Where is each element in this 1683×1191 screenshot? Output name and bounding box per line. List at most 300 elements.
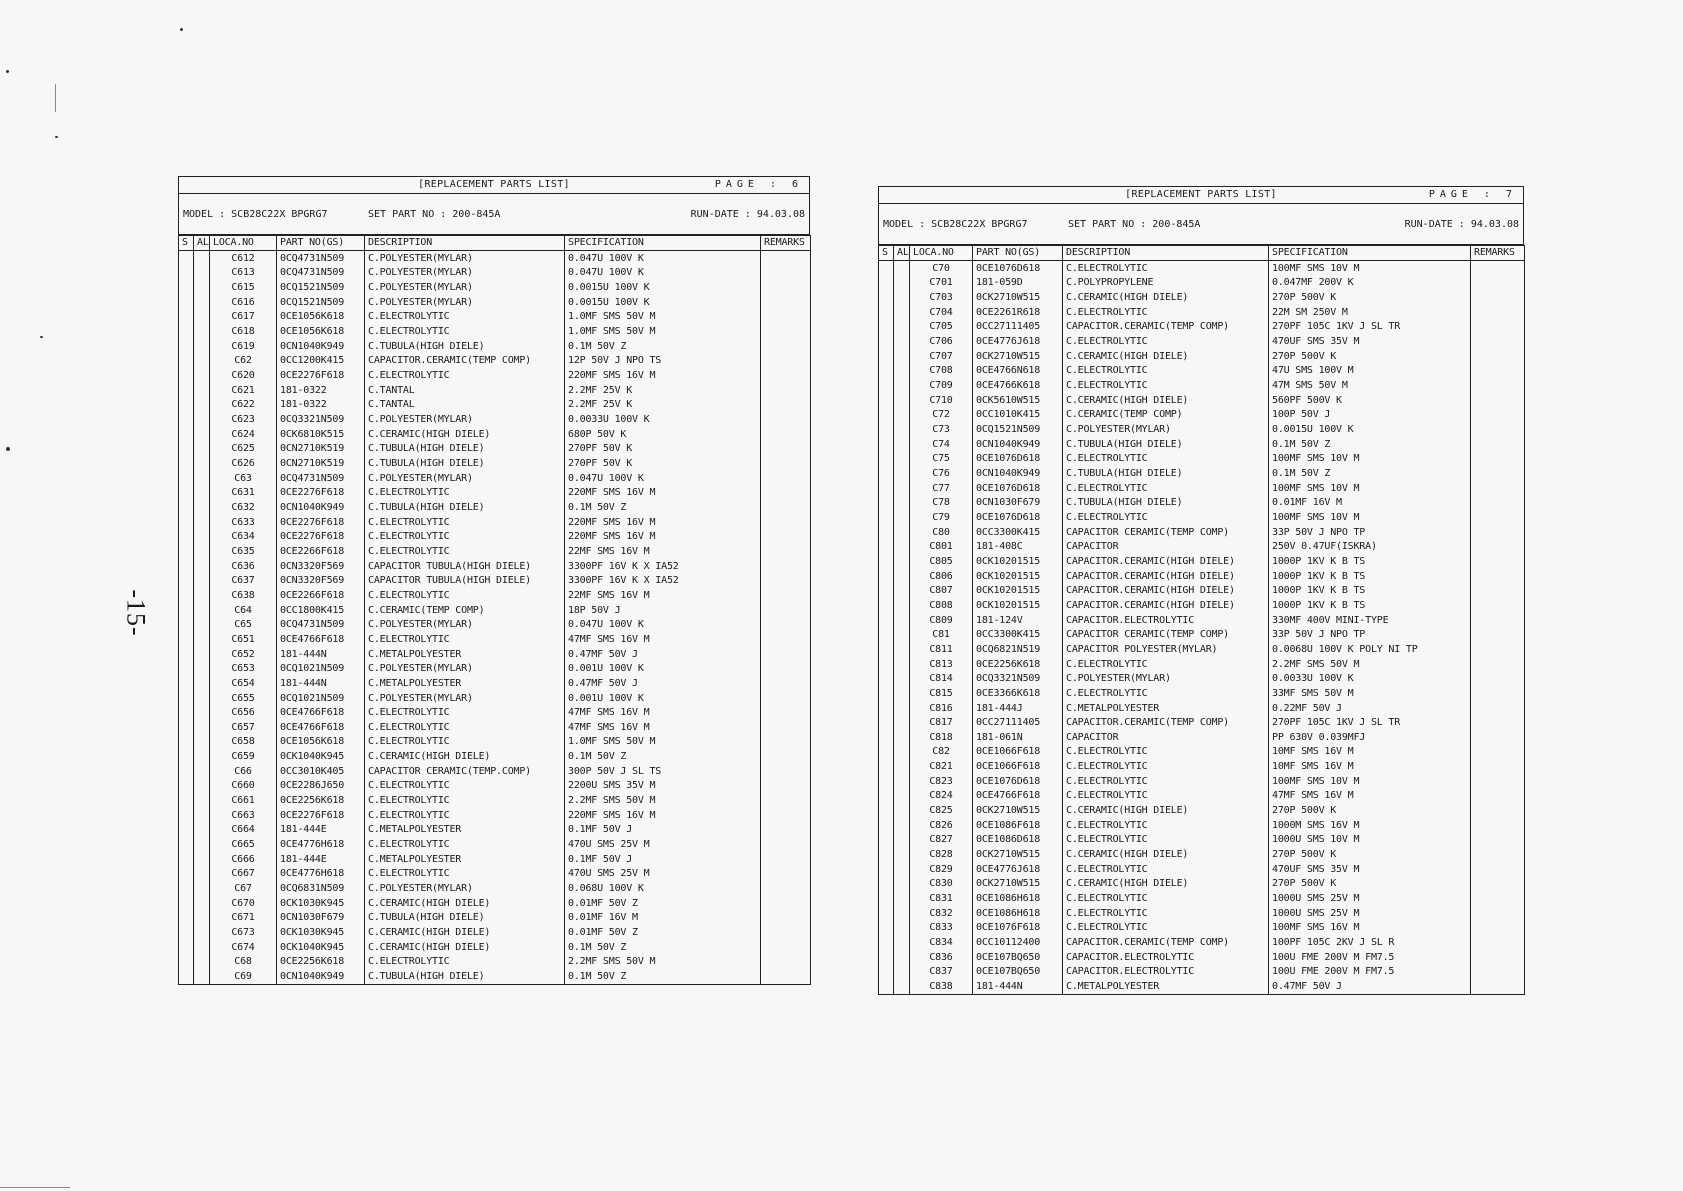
loca-no-cell: C617 [210, 310, 277, 325]
al-cell [894, 349, 910, 364]
specification-cell: 0.1M 50V Z [565, 969, 761, 984]
al-cell [894, 701, 910, 716]
description-cell: C.ELECTROLYTIC [365, 955, 565, 970]
loca-no-cell: C658 [210, 735, 277, 750]
specification-cell: 0.47MF 50V J [565, 676, 761, 691]
s-cell [179, 969, 194, 984]
al-cell [194, 925, 210, 940]
al-cell [894, 627, 910, 642]
specification-cell: 0.47MF 50V J [565, 647, 761, 662]
remarks-cell [761, 911, 811, 926]
remarks-cell [1471, 701, 1525, 716]
remarks-cell [1471, 349, 1525, 364]
s-cell [179, 764, 194, 779]
loca-no-cell: C77 [910, 481, 973, 496]
loca-no-cell: C815 [910, 686, 973, 701]
remarks-cell [761, 896, 811, 911]
table-row [179, 354, 811, 369]
remarks-cell [761, 632, 811, 647]
remarks-cell [761, 383, 811, 398]
table-row [879, 803, 1525, 818]
al-cell [194, 720, 210, 735]
description-cell: C.TUBULA(HIGH DIELE) [365, 969, 565, 984]
run-date-label: RUN-DATE : 94.03.08 [1404, 218, 1519, 230]
s-cell [879, 833, 894, 848]
part-no-cell: 0CE2276F618 [277, 368, 365, 383]
part-no-cell: 181-059D [973, 276, 1063, 291]
description-cell: C.POLYPROPYLENE [1063, 276, 1269, 291]
s-cell [179, 573, 194, 588]
al-cell [194, 324, 210, 339]
s-cell [179, 881, 194, 896]
al-cell [894, 803, 910, 818]
al-cell [194, 515, 210, 530]
loca-no-cell: C75 [910, 452, 973, 467]
remarks-cell [1471, 466, 1525, 481]
table-row [879, 906, 1525, 921]
loca-no-cell: C830 [910, 877, 973, 892]
col-header-al: AL [194, 236, 210, 251]
s-cell [179, 368, 194, 383]
loca-no-cell: C663 [210, 808, 277, 823]
table-row [179, 529, 811, 544]
part-no-cell: 0CE1076D618 [973, 261, 1063, 276]
part-no-cell: 0CE4766F618 [277, 720, 365, 735]
part-no-cell: 0CE4766F618 [973, 789, 1063, 804]
page-label: PAGE : 6 [714, 179, 803, 190]
table-row [179, 691, 811, 706]
remarks-cell [1471, 613, 1525, 628]
remarks-cell [1471, 320, 1525, 335]
description-cell: CAPACITOR.CERAMIC(HIGH DIELE) [1063, 583, 1269, 598]
remarks-cell [1471, 290, 1525, 305]
al-cell [894, 671, 910, 686]
remarks-cell [761, 471, 811, 486]
description-cell: C.POLYESTER(MYLAR) [1063, 671, 1269, 686]
al-cell [194, 691, 210, 706]
remarks-cell [1471, 496, 1525, 511]
part-no-cell: 0CQ1521N509 [277, 295, 365, 310]
part-no-cell: 0CQ4731N509 [277, 251, 365, 266]
s-cell [179, 588, 194, 603]
s-cell [879, 481, 894, 496]
part-no-cell: 181-444E [277, 823, 365, 838]
part-no-cell: 0CC3300K415 [973, 627, 1063, 642]
specification-cell: 10MF SMS 16V M [1269, 759, 1471, 774]
part-no-cell: 0CE4776J618 [973, 334, 1063, 349]
scan-speck [55, 136, 58, 138]
part-no-cell: 0CE4776H618 [277, 867, 365, 882]
part-no-cell: 0CN1040K949 [277, 339, 365, 354]
remarks-cell [1471, 803, 1525, 818]
description-cell: C.ELECTROLYTIC [1063, 759, 1269, 774]
description-cell: C.METALPOLYESTER [1063, 979, 1269, 994]
remarks-cell [1471, 686, 1525, 701]
description-cell: C.ELECTROLYTIC [365, 324, 565, 339]
specification-cell: 47MF SMS 16V M [565, 720, 761, 735]
al-cell [194, 837, 210, 852]
loca-no-cell: C625 [210, 442, 277, 457]
description-cell: C.METALPOLYESTER [365, 676, 565, 691]
s-cell [179, 617, 194, 632]
al-cell [194, 735, 210, 750]
al-cell [194, 896, 210, 911]
specification-cell: 250V 0.47UF(ISKRA) [1269, 539, 1471, 554]
part-no-cell: 0CC10112400 [973, 935, 1063, 950]
description-cell: C.TANTAL [365, 398, 565, 413]
al-cell [894, 686, 910, 701]
specification-cell: 0.1M 50V Z [565, 500, 761, 515]
description-cell: C.CERAMIC(HIGH DIELE) [365, 896, 565, 911]
remarks-cell [1471, 965, 1525, 980]
part-no-cell: 0CK10201515 [973, 583, 1063, 598]
model-label: MODEL : SCB28C22X BPGRG7 [183, 208, 328, 220]
remarks-cell [761, 280, 811, 295]
parts-list-sheet-page-6 [178, 176, 810, 985]
part-no-cell: 0CC3010K405 [277, 764, 365, 779]
s-cell [179, 251, 194, 266]
description-cell: CAPACITOR.ELECTROLYTIC [1063, 950, 1269, 965]
s-cell [179, 354, 194, 369]
table-row [879, 261, 1525, 276]
remarks-cell [1471, 657, 1525, 672]
table-row [179, 544, 811, 559]
col-header-description: DESCRIPTION [365, 236, 565, 251]
specification-cell: 220MF SMS 16V M [565, 368, 761, 383]
specification-cell: 100MF SMS 16V M [1269, 921, 1471, 936]
description-cell: C.ELECTROLYTIC [365, 529, 565, 544]
description-cell: C.ELECTROLYTIC [365, 588, 565, 603]
s-cell [179, 603, 194, 618]
remarks-cell [761, 837, 811, 852]
specification-cell: 270P 500V K [1269, 290, 1471, 305]
s-cell [179, 647, 194, 662]
s-cell [879, 847, 894, 862]
description-cell: C.ELECTROLYTIC [1063, 334, 1269, 349]
part-no-cell: 0CE1056K618 [277, 310, 365, 325]
remarks-cell [761, 691, 811, 706]
al-cell [894, 422, 910, 437]
table-row [179, 398, 811, 413]
specification-cell: 1000P 1KV K B TS [1269, 583, 1471, 598]
table-row [879, 671, 1525, 686]
part-no-cell: 181-444N [277, 647, 365, 662]
description-cell: C.ELECTROLYTIC [1063, 891, 1269, 906]
s-cell [879, 745, 894, 760]
part-no-cell: 0CN3320F569 [277, 559, 365, 574]
remarks-cell [1471, 408, 1525, 423]
al-cell [194, 823, 210, 838]
model-row [179, 193, 809, 235]
part-no-cell: 0CQ1521N509 [277, 280, 365, 295]
s-cell [179, 911, 194, 926]
sheet-header [178, 176, 810, 235]
description-cell: C.CERAMIC(HIGH DIELE) [365, 925, 565, 940]
table-row [179, 368, 811, 383]
description-cell: C.ELECTROLYTIC [1063, 261, 1269, 276]
specification-cell: 0.001U 100V K [565, 661, 761, 676]
s-cell [179, 500, 194, 515]
specification-cell: 470U SMS 25V M [565, 867, 761, 882]
al-cell [194, 661, 210, 676]
description-cell: CAPACITOR [1063, 730, 1269, 745]
loca-no-cell: C667 [210, 867, 277, 882]
specification-cell: 0.047MF 200V K [1269, 276, 1471, 291]
al-cell [894, 569, 910, 584]
al-cell [894, 818, 910, 833]
s-cell [879, 276, 894, 291]
remarks-cell [1471, 979, 1525, 994]
description-cell: C.ELECTROLYTIC [365, 544, 565, 559]
table-row [179, 471, 811, 486]
specification-cell: 47MF SMS 16V M [565, 705, 761, 720]
table-row [879, 481, 1525, 496]
description-cell: CAPACITOR TUBULA(HIGH DIELE) [365, 573, 565, 588]
s-cell [879, 496, 894, 511]
table-row [879, 935, 1525, 950]
table-row [179, 940, 811, 955]
description-cell: C.ELECTROLYTIC [365, 793, 565, 808]
part-no-cell: 0CK10201515 [973, 598, 1063, 613]
part-no-cell: 0CE2256K618 [277, 955, 365, 970]
description-cell: C.ELECTROLYTIC [1063, 686, 1269, 701]
specification-cell: 12P 50V J NPO TS [565, 354, 761, 369]
sheet-title [179, 177, 809, 193]
loca-no-cell: C701 [910, 276, 973, 291]
al-cell [894, 921, 910, 936]
table-row [179, 573, 811, 588]
s-cell [179, 486, 194, 501]
table-row [179, 764, 811, 779]
loca-no-cell: C78 [910, 496, 973, 511]
description-cell: CAPACITOR.CERAMIC(TEMP COMP) [1063, 935, 1269, 950]
description-cell: C.TUBULA(HIGH DIELE) [365, 456, 565, 471]
table-row [179, 867, 811, 882]
specification-cell: 270PF 50V K [565, 456, 761, 471]
s-cell [179, 896, 194, 911]
al-cell [894, 891, 910, 906]
part-no-cell: 0CE1066F618 [973, 759, 1063, 774]
table-row [179, 896, 811, 911]
remarks-cell [1471, 334, 1525, 349]
table-row [879, 833, 1525, 848]
specification-cell: 0.1M 50V Z [565, 339, 761, 354]
specification-cell: 47U SMS 100V M [1269, 364, 1471, 379]
specification-cell: 0.1M 50V Z [1269, 466, 1471, 481]
specification-cell: 0.22MF 50V J [1269, 701, 1471, 716]
loca-no-cell: C837 [910, 965, 973, 980]
al-cell [894, 393, 910, 408]
al-cell [894, 715, 910, 730]
s-cell [879, 422, 894, 437]
description-cell: C.ELECTROLYTIC [1063, 364, 1269, 379]
remarks-cell [761, 486, 811, 501]
al-cell [894, 745, 910, 760]
remarks-cell [1471, 833, 1525, 848]
description-cell: C.CERAMIC(TEMP COMP) [1063, 408, 1269, 423]
s-cell [179, 442, 194, 457]
part-no-cell: 0CE1076D618 [973, 774, 1063, 789]
remarks-cell [761, 793, 811, 808]
part-no-cell: 0CE2256K618 [973, 657, 1063, 672]
s-cell [179, 339, 194, 354]
loca-no-cell: C673 [210, 925, 277, 940]
specification-cell: 0.01MF 16V M [565, 911, 761, 926]
part-no-cell: 0CQ4731N509 [277, 617, 365, 632]
specification-cell: 47MF SMS 16V M [1269, 789, 1471, 804]
loca-no-cell: C81 [910, 627, 973, 642]
description-cell: C.TUBULA(HIGH DIELE) [365, 442, 565, 457]
part-no-cell: 181-124V [973, 613, 1063, 628]
loca-no-cell: C817 [910, 715, 973, 730]
al-cell [194, 852, 210, 867]
specification-cell: 33P 50V J NPO TP [1269, 627, 1471, 642]
al-cell [894, 774, 910, 789]
remarks-cell [1471, 862, 1525, 877]
s-cell [179, 808, 194, 823]
part-no-cell: 181-0322 [277, 398, 365, 413]
s-cell [179, 310, 194, 325]
loca-no-cell: C828 [910, 847, 973, 862]
part-no-cell: 0CE1076D618 [973, 452, 1063, 467]
specification-cell: 100U FME 200V M FM7.5 [1269, 950, 1471, 965]
specification-cell: 0.047U 100V K [565, 266, 761, 281]
description-cell: CAPACITOR.CERAMIC(TEMP COMP) [1063, 320, 1269, 335]
remarks-cell [1471, 525, 1525, 540]
remarks-cell [761, 823, 811, 838]
loca-no-cell: C832 [910, 906, 973, 921]
al-cell [194, 881, 210, 896]
part-no-cell: 0CK2710W515 [973, 847, 1063, 862]
part-no-cell: 0CE1056K618 [277, 735, 365, 750]
part-no-cell: 0CQ6821N519 [973, 642, 1063, 657]
title-text: [REPLACEMENT PARTS LIST] [1125, 189, 1277, 200]
al-cell [894, 334, 910, 349]
specification-cell: 270P 500V K [1269, 877, 1471, 892]
table-body [179, 251, 811, 985]
part-no-cell: 0CN1040K949 [973, 466, 1063, 481]
al-cell [894, 276, 910, 291]
loca-no-cell: C655 [210, 691, 277, 706]
remarks-cell [761, 515, 811, 530]
remarks-cell [1471, 877, 1525, 892]
remarks-cell [761, 705, 811, 720]
page-label: PAGE : 7 [1428, 189, 1517, 200]
table-row [879, 422, 1525, 437]
table-row [879, 877, 1525, 892]
remarks-cell [1471, 452, 1525, 467]
part-no-cell: 0CC27111405 [973, 715, 1063, 730]
al-cell [194, 867, 210, 882]
table-row [879, 349, 1525, 364]
part-no-cell: 181-408C [973, 539, 1063, 554]
remarks-cell [761, 339, 811, 354]
table-row [879, 891, 1525, 906]
remarks-cell [761, 925, 811, 940]
remarks-cell [761, 969, 811, 984]
al-cell [194, 808, 210, 823]
s-cell [179, 427, 194, 442]
s-cell [879, 686, 894, 701]
description-cell: C.ELECTROLYTIC [365, 735, 565, 750]
al-cell [194, 647, 210, 662]
specification-cell: 0.047U 100V K [565, 471, 761, 486]
description-cell: C.CERAMIC(HIGH DIELE) [365, 940, 565, 955]
table-row [879, 921, 1525, 936]
table-row [179, 295, 811, 310]
s-cell [179, 735, 194, 750]
loca-no-cell: C654 [210, 676, 277, 691]
specification-cell: 47M SMS 50V M [1269, 378, 1471, 393]
al-cell [194, 398, 210, 413]
part-no-cell: 0CE2261R618 [973, 305, 1063, 320]
s-cell [879, 349, 894, 364]
specification-cell: 100MF SMS 10V M [1269, 261, 1471, 276]
remarks-cell [1471, 598, 1525, 613]
part-no-cell: 0CE1086H618 [973, 891, 1063, 906]
loca-no-cell: C710 [910, 393, 973, 408]
description-cell: C.ELECTROLYTIC [365, 720, 565, 735]
part-no-cell: 0CE4776J618 [973, 862, 1063, 877]
specification-cell: 560PF 500V K [1269, 393, 1471, 408]
table-row [879, 701, 1525, 716]
description-cell: C.CERAMIC(HIGH DIELE) [1063, 393, 1269, 408]
parts-table [178, 235, 811, 985]
al-cell [894, 261, 910, 276]
part-no-cell: 0CE4766F618 [277, 632, 365, 647]
description-cell: C.CERAMIC(HIGH DIELE) [1063, 290, 1269, 305]
loca-no-cell: C637 [210, 573, 277, 588]
table-row [879, 774, 1525, 789]
part-no-cell: 0CE1056K618 [277, 324, 365, 339]
remarks-cell [1471, 276, 1525, 291]
description-cell: C.ELECTROLYTIC [365, 486, 565, 501]
part-no-cell: 0CE2276F618 [277, 808, 365, 823]
title-text: [REPLACEMENT PARTS LIST] [418, 179, 570, 190]
specification-cell: 100MF SMS 10V M [1269, 774, 1471, 789]
loca-no-cell: C836 [910, 950, 973, 965]
loca-no-cell: C626 [210, 456, 277, 471]
loca-no-cell: C824 [910, 789, 973, 804]
table-row [179, 456, 811, 471]
loca-no-cell: C656 [210, 705, 277, 720]
s-cell [879, 877, 894, 892]
table-row [879, 510, 1525, 525]
table-row [179, 486, 811, 501]
remarks-cell [761, 661, 811, 676]
part-no-cell: 0CE1076D618 [973, 481, 1063, 496]
specification-cell: 0.0033U 100V K [1269, 671, 1471, 686]
al-cell [894, 906, 910, 921]
al-cell [194, 280, 210, 295]
s-cell [879, 408, 894, 423]
s-cell [879, 320, 894, 335]
table-row [179, 442, 811, 457]
al-cell [894, 364, 910, 379]
col-header-s: S [879, 246, 894, 261]
part-no-cell: 181-444E [277, 852, 365, 867]
loca-no-cell: C834 [910, 935, 973, 950]
al-cell [194, 764, 210, 779]
al-cell [894, 496, 910, 511]
loca-no-cell: C651 [210, 632, 277, 647]
col-header-s: S [179, 236, 194, 251]
model-label: MODEL : SCB28C22X BPGRG7 [883, 218, 1028, 230]
description-cell: C.POLYESTER(MYLAR) [365, 280, 565, 295]
remarks-cell [761, 603, 811, 618]
specification-cell: 1.0MF SMS 50V M [565, 310, 761, 325]
specification-cell: 100U FME 200V M FM7.5 [1269, 965, 1471, 980]
